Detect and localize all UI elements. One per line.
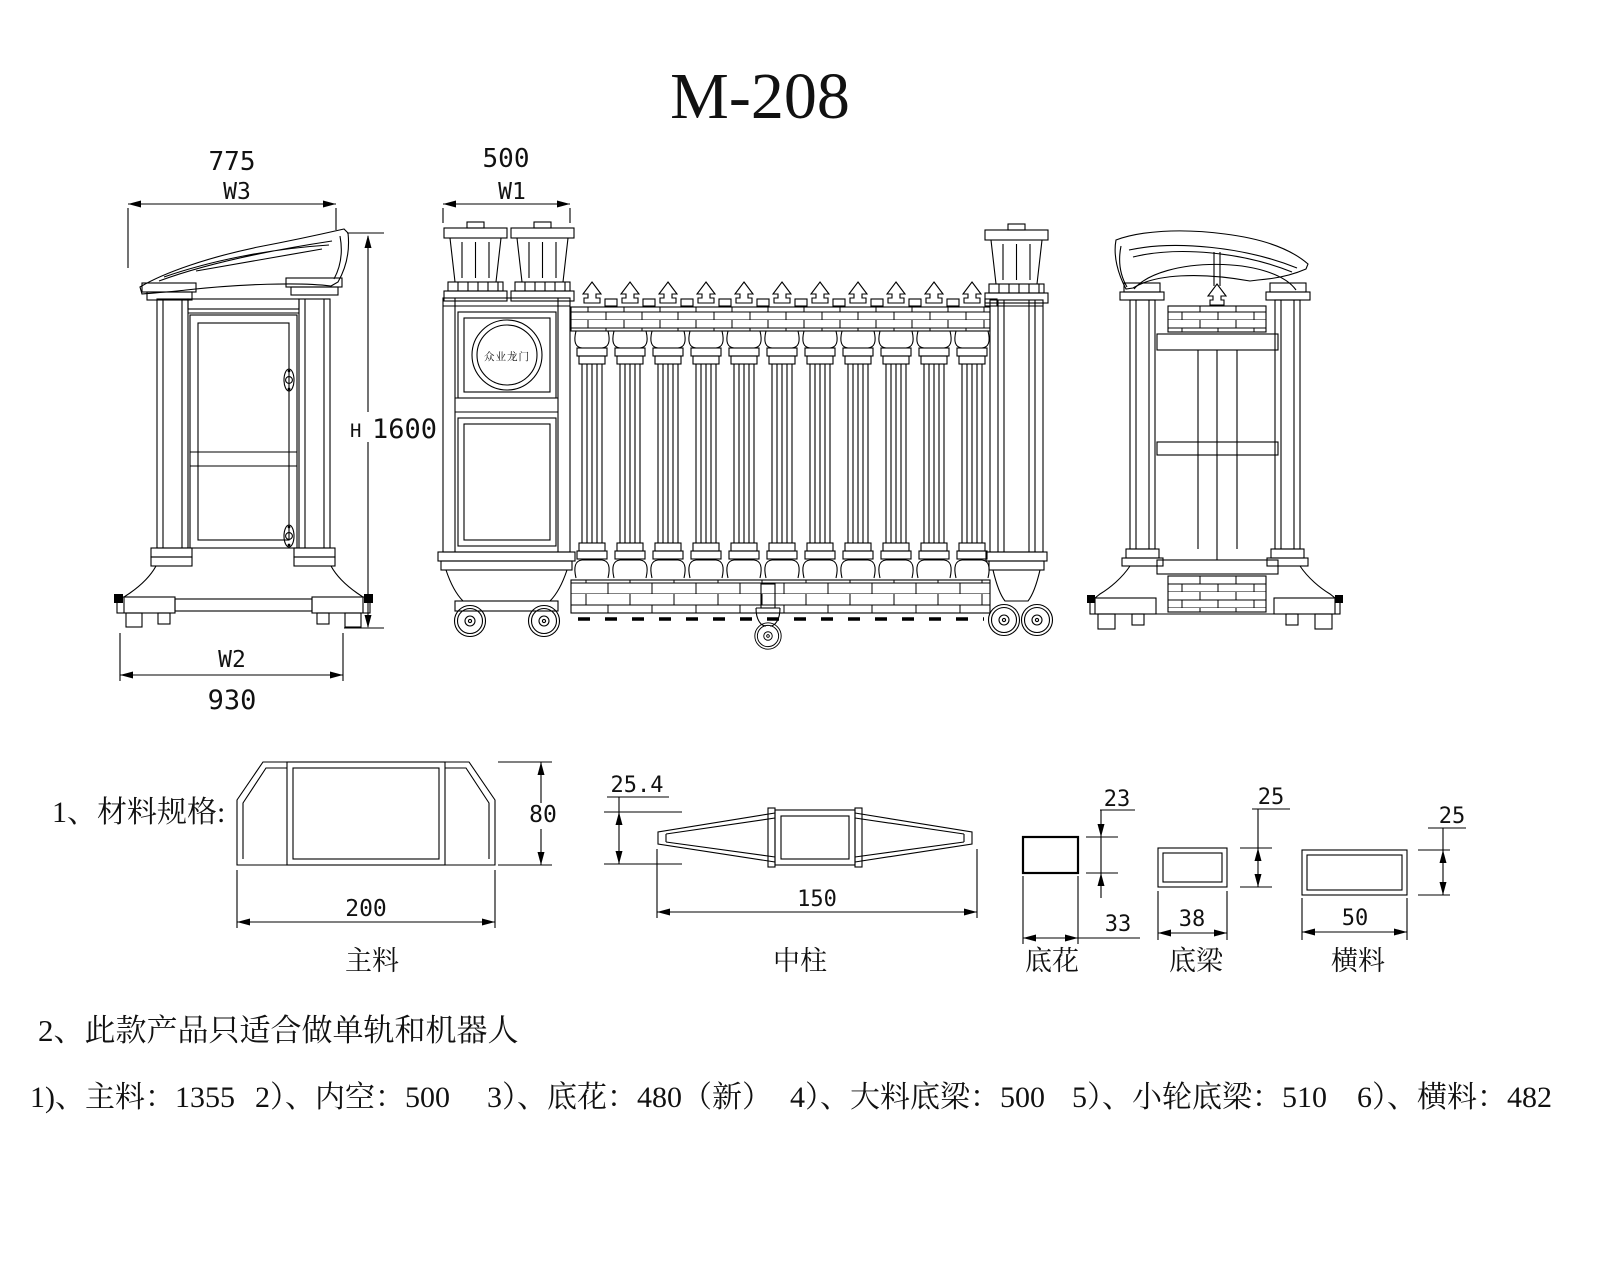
dim-150: 150 bbox=[797, 887, 837, 912]
left-roof bbox=[140, 229, 349, 294]
spec-item-1: 1)、主料：1355 bbox=[30, 1081, 235, 1114]
post-wheel bbox=[529, 606, 560, 637]
spec-line bbox=[30, 1081, 1552, 1114]
dim-w3-label: W3 bbox=[223, 179, 251, 205]
crown-finial bbox=[444, 222, 507, 301]
lead-post bbox=[443, 298, 570, 552]
profile-hengliao bbox=[1302, 804, 1466, 976]
product-note: 2、此款产品只适合做单轨和机器人 bbox=[38, 1013, 519, 1048]
front-view bbox=[438, 144, 1053, 649]
spec-item-5: 5）、小轮底梁：510 bbox=[1072, 1081, 1327, 1114]
spec-item-2: 2）、内空：500 bbox=[255, 1081, 450, 1114]
dim-80: 80 bbox=[529, 802, 557, 828]
logo-text: 众业龙门 bbox=[484, 352, 530, 363]
profile-zhongzhu bbox=[604, 773, 977, 976]
dim-25-4: 25.4 bbox=[610, 773, 664, 798]
profile-dihua bbox=[1023, 787, 1140, 976]
crown-finial bbox=[985, 224, 1048, 303]
right-post bbox=[299, 299, 330, 548]
profile-diliang bbox=[1158, 785, 1290, 976]
door-panel bbox=[190, 315, 297, 548]
profile-label-zhongzhu: 中柱 bbox=[773, 946, 827, 976]
right-side-view bbox=[1087, 231, 1343, 629]
crown-finial bbox=[511, 222, 574, 301]
post-wheel bbox=[989, 605, 1020, 636]
dim-200: 200 bbox=[345, 896, 387, 922]
profile-label-hengliao: 横料 bbox=[1331, 946, 1385, 976]
spec-item-6: 6）、横料：482 bbox=[1357, 1081, 1552, 1114]
dim-1600: 1600 bbox=[372, 414, 438, 445]
profile-zhuliao bbox=[237, 762, 559, 976]
post-wheel bbox=[455, 606, 486, 637]
dim-25-hengliao: 25 bbox=[1438, 804, 1466, 829]
dim-930: 930 bbox=[207, 685, 257, 716]
profile-label-diliang: 底梁 bbox=[1169, 946, 1223, 976]
page-title: M-208 bbox=[670, 60, 850, 133]
dim-w1-label: W1 bbox=[498, 179, 526, 205]
dim-775: 775 bbox=[208, 147, 256, 177]
spec-item-3: 3）、底花：480（新） bbox=[487, 1081, 772, 1114]
profile-label-dihua: 底花 bbox=[1025, 946, 1079, 976]
dim-500: 500 bbox=[482, 144, 530, 174]
left-side-view bbox=[114, 147, 437, 716]
dim-33: 33 bbox=[1104, 912, 1132, 937]
post-wheel bbox=[1022, 605, 1053, 636]
materials-heading: 1、材料规格: bbox=[52, 796, 226, 829]
dim-38: 38 bbox=[1178, 907, 1206, 932]
dim-50: 50 bbox=[1341, 906, 1369, 931]
dim-h-label: H bbox=[350, 420, 362, 442]
spec-item-4: 4）、大料底梁：500 bbox=[790, 1081, 1045, 1114]
materials-section bbox=[52, 762, 1466, 976]
left-post bbox=[157, 299, 188, 548]
dim-25-diliang: 25 bbox=[1257, 785, 1285, 810]
dim-23: 23 bbox=[1103, 787, 1131, 812]
gate-top-rail bbox=[571, 307, 990, 331]
profile-label-zhuliao: 主料 bbox=[345, 946, 399, 976]
dim-w2-label: W2 bbox=[218, 647, 246, 673]
